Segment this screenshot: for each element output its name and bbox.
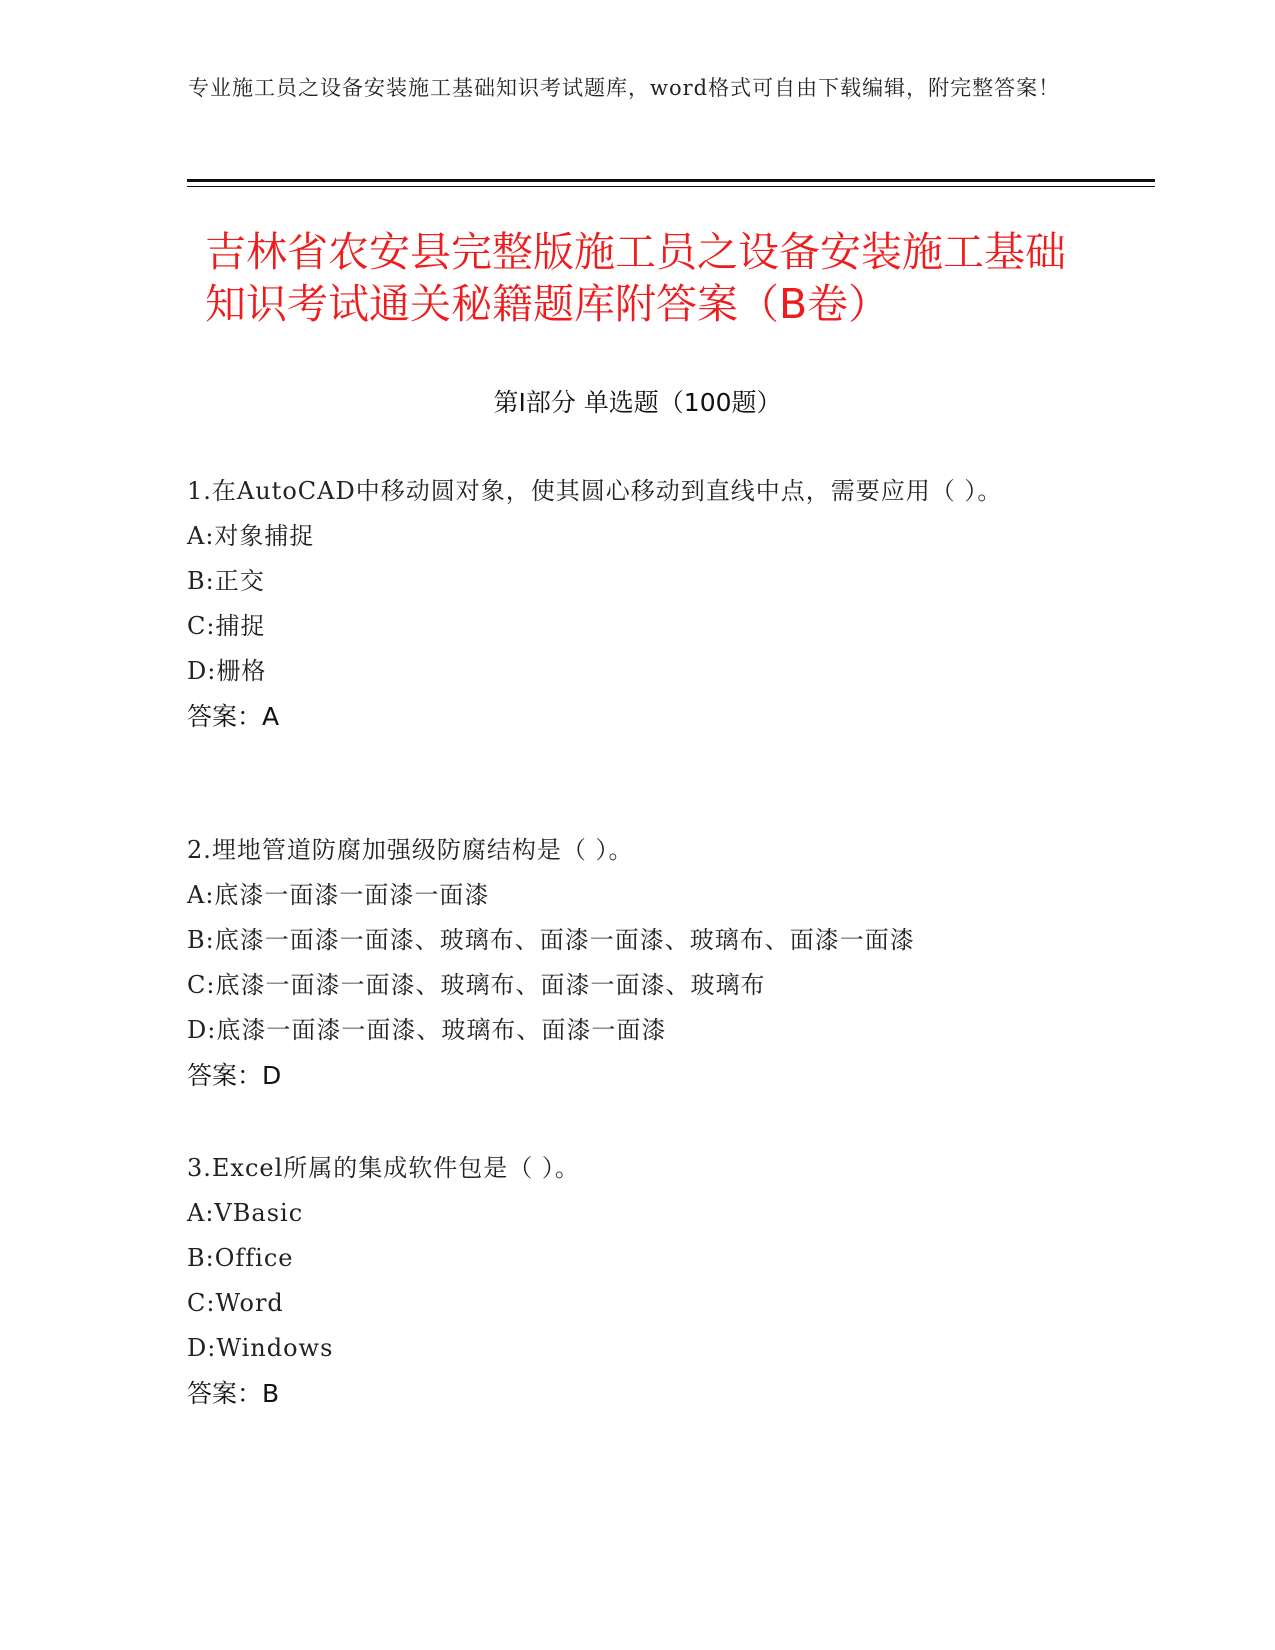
question-stem: 1.在AutoCAD中移动圆对象，使其圆心移动到直线中点，需要应用（ ）。	[187, 477, 1003, 505]
option-a: A:对象捕捉	[187, 522, 315, 550]
section-title: 第Ⅰ部分 单选题（100题）	[493, 388, 782, 417]
question-stem: 3.Excel所属的集成软件包是（ ）。	[187, 1154, 580, 1182]
document-title: 吉林省农安县完整版施工员之设备安装施工基础知识考试通关秘籍题库附答案（B卷）	[205, 228, 1066, 328]
header-rule-thin	[187, 186, 1155, 187]
option-b: B:底漆一面漆一面漆、玻璃布、面漆一面漆、玻璃布、面漆一面漆	[187, 926, 915, 954]
option-d: D:底漆一面漆一面漆、玻璃布、面漆一面漆	[187, 1016, 667, 1044]
question-3	[187, 1146, 1067, 1416]
answer: 答案：D	[187, 1061, 282, 1090]
answer: 答案：A	[187, 702, 280, 731]
option-a: A:底漆一面漆一面漆一面漆	[187, 881, 490, 909]
question-stem: 2.埋地管道防腐加强级防腐结构是（ ）。	[187, 836, 634, 864]
option-b: B:正交	[187, 567, 265, 595]
question-1	[187, 469, 1067, 739]
answer: 答案：B	[187, 1379, 280, 1408]
option-d: D:栅格	[187, 657, 267, 685]
option-b: B:Office	[187, 1244, 294, 1272]
option-c: C:Word	[187, 1289, 284, 1317]
question-2	[187, 828, 1067, 1098]
option-d: D:Windows	[187, 1334, 334, 1362]
header-rule-thick	[187, 179, 1155, 182]
option-c: C:底漆一面漆一面漆、玻璃布、面漆一面漆、玻璃布	[187, 971, 766, 999]
header-note: 专业施工员之设备安装施工基础知识考试题库，word格式可自由下载编辑，附完整答案！	[188, 76, 1061, 100]
option-c: C:捕捉	[187, 612, 266, 640]
option-a: A:VBasic	[187, 1199, 304, 1227]
